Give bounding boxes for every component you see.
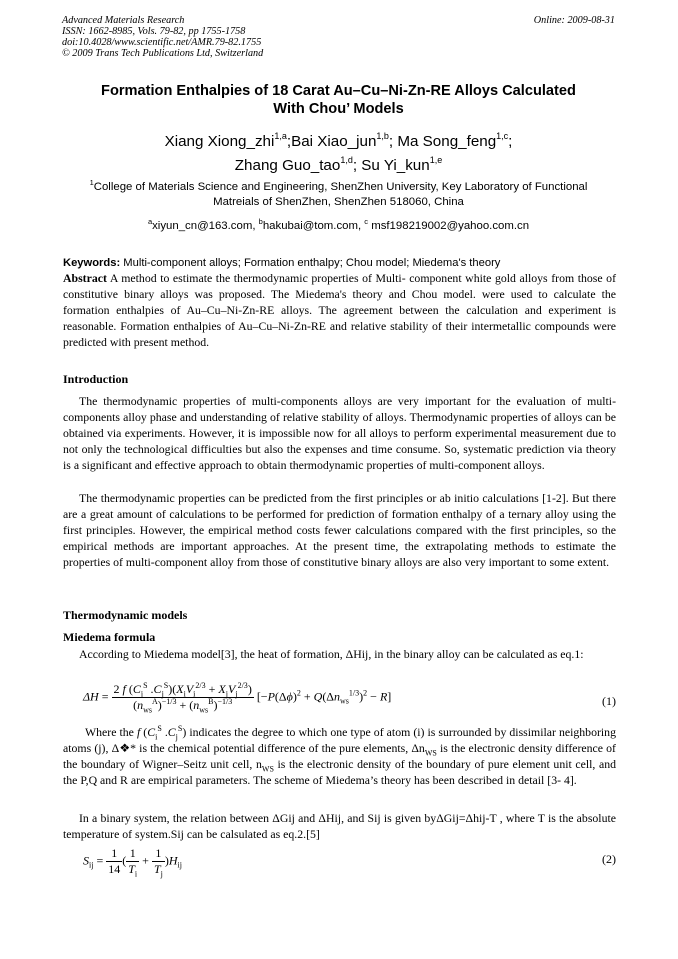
affiliation-line-2: Matreials of ShenZhen, ShenZhen 518060, China <box>213 196 464 208</box>
p2-text-c: is the electronic density difference of the boundary of Wigner–Seitz unit cell, n <box>63 741 616 772</box>
equation-1 <box>63 682 616 722</box>
journal-name: Advanced Materials Research <box>62 15 185 26</box>
miedema-paragraph-3: In a binary system, the relation between ΔGij and ΔHij, and Sij is given byΔGij=Δhij-T , where T is the absolute temperature of system.Sij can be calsulated as eq.2.[5] <box>63 811 616 842</box>
abstract <box>63 270 616 350</box>
keywords-text: Multi-component alloys; Formation enthalpy; Chou model; Miedema's theory <box>120 257 501 269</box>
author-line-2 <box>62 154 615 178</box>
author-name: ; Ma Song_feng <box>388 133 497 150</box>
subscript-ws: WS <box>424 748 437 758</box>
paper-title <box>62 82 615 118</box>
author-marker: 1,a <box>274 131 287 141</box>
miedema-paragraph-1: According to Miedema model[3], the heat of formation, ΔHij, in the binary alloy can be calculated as eq.1: <box>79 647 584 661</box>
p2-text-b: indicates the degree to which one type of atom (i) is surrounded by dissimilar neighboring atoms (j), Δ❖* is the chemical potential difference of the pure elements, Δn <box>63 725 616 756</box>
p2-start: Where the <box>85 725 137 739</box>
equation-1-body: ΔH = $\frac{2 f (C_i^S .C_j^S)(X_iV_i^{2/3} + X_jV_j^{2/3})}{(n_{ws}^A)^{-1/3} + (n_{ws}^B)^{-1/3}}$ $[-P(\Delta\phi)^2 + Q(\Delta n_{ws}^{1/3})^2 - R]$ <box>83 681 392 715</box>
email-link[interactable]: hakubai@tom.com, <box>262 220 365 232</box>
inline-formula: f <box>136 725 141 739</box>
journal-issn: ISSN: 1662-8985, Vols. 79-82, pp 1755-1758 <box>62 26 246 37</box>
journal-doi[interactable]: doi:10.4028/www.scientific.net/AMR.79-82.1755 <box>62 37 262 48</box>
author-marker: 1,d <box>340 155 353 165</box>
author-separator: ; <box>508 133 513 150</box>
author-name: ;Bai Xiao_jun <box>286 133 377 150</box>
journal-header <box>62 15 615 59</box>
introduction-paragraph-1: The thermodynamic properties of multi-components alloys are very important for the evaluation of multi-components alloy phase and understanding of relative stability of alloys. Thermodynamic properties of alloys can be obtained via experiments. However, it is impossible now for all alloys to perform experimental measurement due to not only the technological difficulties but also the expenses and time consume. So, systematic prediction via theory is a significant and effective approach to obtain thermodynamic properties of multi-component alloys. <box>63 394 616 473</box>
equation-1-number: (1) <box>602 694 616 708</box>
affiliation-text: College of Materials Science and Engineering, ShenZhen University, Key Laboratory of Functional <box>93 181 588 193</box>
author-marker: 1,e <box>429 155 443 165</box>
title-line-1: Formation Enthalpies of 18 Carat Au–Cu–Ni-Zn-RE Alloys Calculated <box>101 83 576 99</box>
email-marker: a <box>147 217 153 226</box>
affiliation <box>62 180 615 210</box>
title-line-2: With Chou’ Models <box>273 101 404 117</box>
author-marker: 1,c <box>496 131 509 141</box>
subsection-heading-miedema: Miedema formula <box>63 630 156 644</box>
author-emails <box>62 219 615 233</box>
author-name: Zhang Guo_tao <box>234 157 341 174</box>
affiliation-line-1 <box>62 180 615 195</box>
abstract-label: Abstract <box>63 271 107 285</box>
p2-text-d: is the electronic density of the boundary of pure element unit cell, and the P,Q and R are empirical parameters. The scheme of Miedema’s theory has been described in detail [3- 4]. <box>63 757 617 788</box>
email-link[interactable]: xiyun_cn@163.com, <box>152 220 259 232</box>
miedema-paragraph-2: Where the f ($C_i^S$ $.C_j^S$) indicates the degree to which one type of atom (i) is surrounded by dissimilar neighboring atoms (j), Δ❖* is the chemical potential difference of the pure elements, $\Delta n_{WS}$ is the electronic density difference of the boundary of Wigner–Seitz unit cell, $n_{WS}$ is the electronic density of the boundary of pure element unit cell, and the P,Q and R are empirical parameters. The scheme of Miedema’s theory has been described in detail [3- 4]. <box>63 724 617 788</box>
abstract-text: A method to estimate the thermodynamic properties of Multi- component white gold alloys from those of constitutive binary alloys was proposed. The Miedema's theory and Chou model. were used to calculate the formation enthalpies of Au–Cu–Ni-Zn-RE alloys. The agreement between the calculation and experiment is reasonable. Formation enthalpies of Au–Cu–Ni-Zn-RE and relative stability of their intermetallic compounds were predicted with present method. <box>63 271 616 349</box>
author-name: Xiang Xiong_zhi <box>164 133 275 150</box>
equation-2 <box>63 846 616 882</box>
author-line-1 <box>62 130 615 154</box>
journal-copyright: © 2009 Trans Tech Publications Ltd, Switzerland <box>62 48 264 59</box>
author-list <box>62 130 615 178</box>
keywords <box>63 256 616 270</box>
email-marker: b <box>258 217 263 226</box>
author-marker: 1,b <box>376 131 389 141</box>
email-marker: c <box>364 217 369 226</box>
equation-2-number: (2) <box>602 852 616 866</box>
author-name: ; Su Yi_kun <box>352 157 430 174</box>
introduction-paragraph-2: The thermodynamic properties can be predicted from the first principles or ab initio calculations [1-2]. But there are a great amount of calculations to be performed for prediction of formation enthalpy of a ternary alloy using the first principles. However, the empirical method costs fewer calculations compared with the first principles, so the empirical methods are important approaches. At the present time, the extrapolating methods to estimate the properties of multi-component alloy from those of constitutive binary alloys are also very important to some extent. <box>63 491 616 570</box>
section-heading-introduction: Introduction <box>63 372 129 386</box>
affiliation-marker: 1 <box>89 178 94 187</box>
section-heading-models: Thermodynamic models <box>63 608 188 622</box>
equation-2-body: $S_{ij}$ = $\frac{1}{14}$ ( $\frac{1}{T_i}$ + $\frac{1}{T_j}$ )$H_{ij}$ <box>83 846 182 879</box>
keywords-label: Keywords: <box>63 257 121 269</box>
online-date: Online: 2009-08-31 <box>533 15 615 26</box>
subscript-ws: WS <box>261 764 274 774</box>
email-link[interactable]: msf198219002@yahoo.com.cn <box>368 220 530 232</box>
